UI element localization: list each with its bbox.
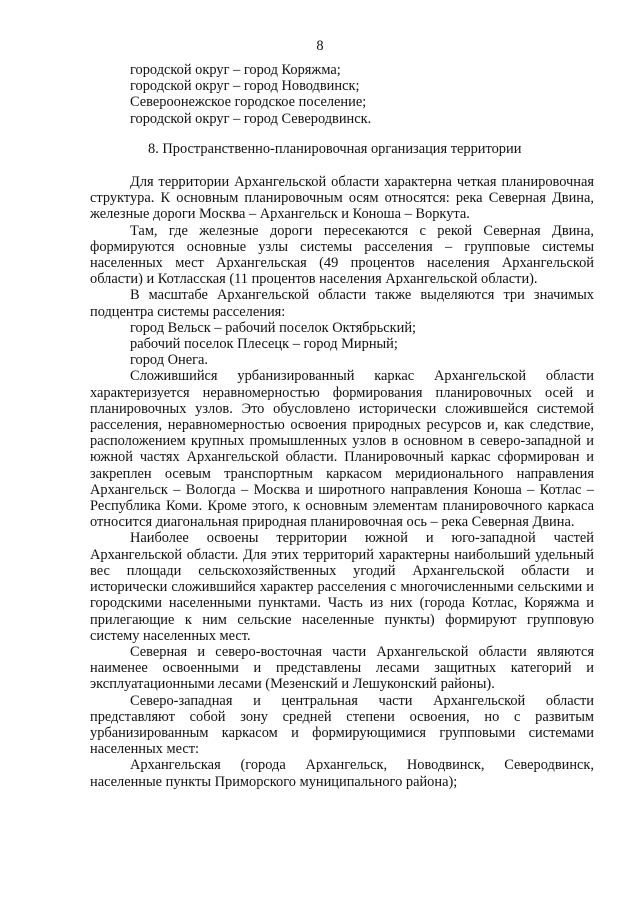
paragraph-arkhangelsk-system: Архангельская (города Архангельск, Новодвинск, Северодвинск, населенные пункты Приморского муниципального района);	[90, 757, 594, 790]
intro-item: Североонежское городское поселение;	[130, 94, 367, 111]
paragraph-central-territories: Северо-западная и центральная части Архангельской области представляют собой зону средней степени освоения, но с развитым урбанизированным каркасом и формирующимися групповыми системами населенных мест:	[90, 692, 594, 758]
page-number: 8	[316, 38, 324, 54]
subcenter-item: город Онега.	[130, 352, 209, 369]
paragraph-subcenters-intro: В масштабе Архангельской области также выделяются три значимых подцентра системы расселения:	[90, 287, 594, 320]
intro-item: городской округ – город Северодвинск.	[130, 110, 372, 127]
paragraph-urban-framework: Сложившийся урбанизированный каркас Архангельской области характеризуется неравномерностью формирования планировочных осей и планировочных узлов. Это обусловлено исторически сложившейся системой расселения, неравномерностью освоения природных ресурсов и, как следствие, расположением крупных промышленных узлов в основном в северо-западной и южной частях Архангельской области. Планировочный каркас сформирован и закреплен осевым транспортным каркасом меридионального направления Архангельск – Вологда – Москва и широтного направления Коноша – Котлас – Республика Коми. Кроме этого, к основным элементам планировочного каркаса относится диагональная природная планировочная ось – река Северная Двина.	[90, 368, 594, 531]
paragraph-planning-structure: Для территории Архангельской области характерна четкая планировочная структура. К основным планировочным осям относятся: река Северная Двина, железные дороги Москва – Архангельск и Коноша – Воркута.	[90, 174, 594, 223]
paragraph-settlement-nodes: Там, где железные дороги пересекаются с рекой Северная Двина, формируются основные узлы системы расселения – групповые системы населенных мест Архангельская (49 процентов населения Архангельской области) и Котласская (11 процентов населения Архангельской области).	[90, 222, 594, 288]
intro-item: городской округ – город Коряжма;	[130, 62, 341, 78]
section-heading: 8. Пространственно-планировочная организация территории	[148, 140, 522, 157]
page-content	[90, 62, 594, 790]
paragraph-north-territories: Северная и северо-восточная части Архангельской области являются наименее освоенными и представлены лесами защитных категорий и эксплуатационными лесами (Мезенский и Лешуконский районы).	[90, 643, 594, 693]
subcenter-item: город Вельск – рабочий поселок Октябрьский;	[130, 319, 417, 336]
intro-item: городской округ – город Новодвинск;	[130, 78, 360, 95]
subcenter-item: рабочий поселок Плесецк – город Мирный;	[130, 336, 398, 353]
paragraph-south-territories: Наиболее освоены территории южной и юго-западной частей Архангельской области. Для этих территорий характерны наибольший удельный вес площади сельскохозяйственных угодий Архангельской области и исторически сложившийся характер расселения с многочисленными сельскими и городскими населенными пунктами. Часть из них (города Котлас, Коряжма и прилегающие к ним сельские населенные пункты) формируют групповую систему населенных мест.	[90, 530, 594, 644]
